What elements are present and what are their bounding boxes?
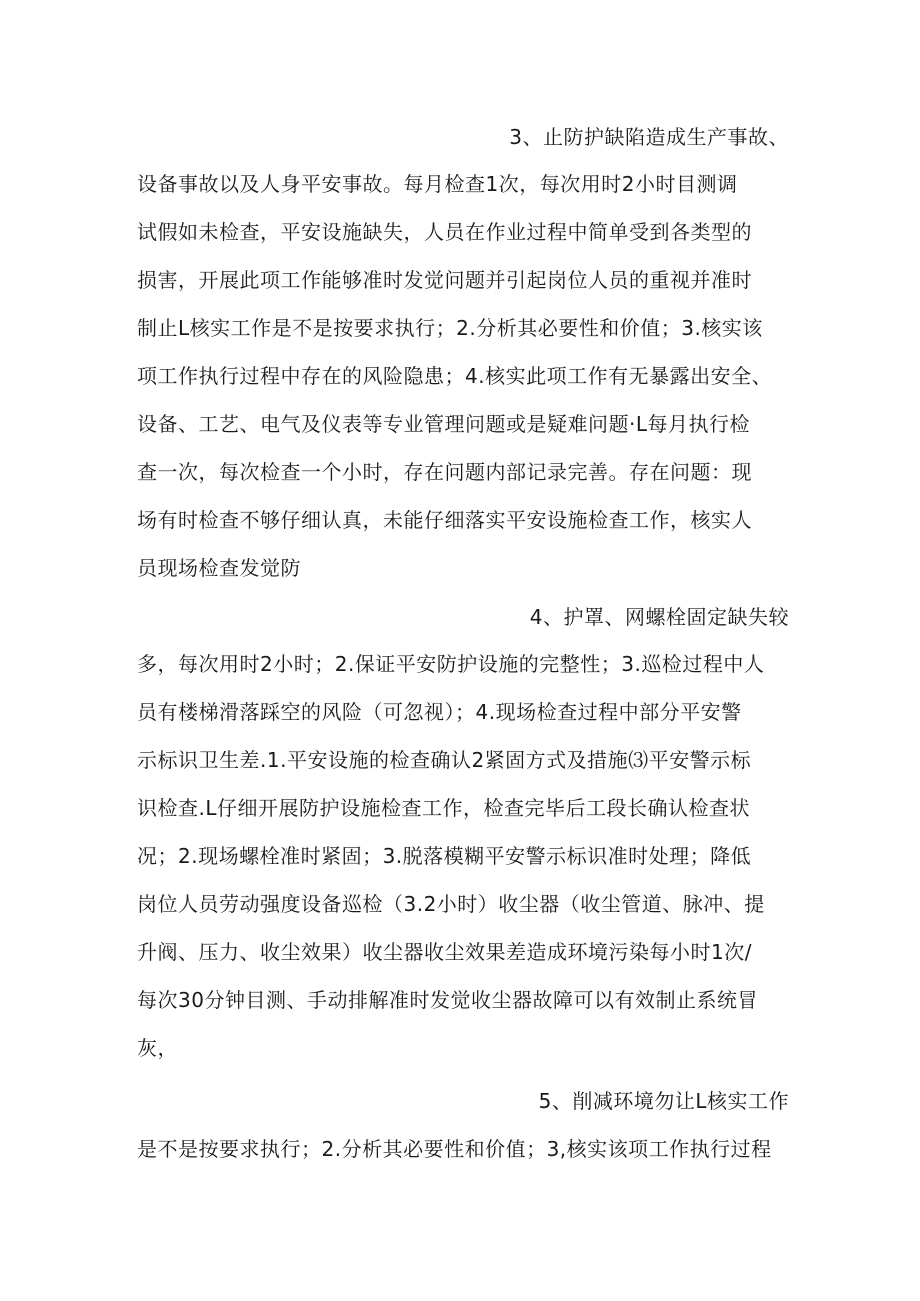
paragraph-line: 多，每次用时2小时；2.保证平安防护设施的完整性；3.巡检过程中人 bbox=[137, 652, 765, 676]
paragraph-line: 灰， bbox=[137, 1036, 178, 1060]
paragraph-line: 损害，开展此项工作能够准时发觉问题并引起岗位人员的重视并准时 bbox=[137, 268, 752, 292]
paragraph-line: 员现场检查发觉防 bbox=[137, 556, 301, 580]
paragraph-line: 岗位人员劳动强度设备巡检（3.2小时）收尘器（收尘管道、脉冲、提 bbox=[137, 892, 765, 916]
paragraph-line: 况；2.现场螺栓准时紧固；3.脱落模糊平安警示标识准时处理；降低 bbox=[137, 844, 752, 868]
paragraph-line: 设备事故以及人身平安事故。每月检查1次，每次用时2小时目测调 bbox=[137, 172, 738, 196]
section-3-heading: 3、止防护缺陷造成生产事故、 bbox=[509, 125, 789, 149]
section-5-heading: 5、削减环境勿让L核实工作 bbox=[538, 1089, 789, 1113]
paragraph-line: 每次30分钟目测、手动排解准时发觉收尘器故障可以有效制止系统冒 bbox=[137, 988, 758, 1012]
paragraph-line: 项工作执行过程中存在的风险隐患；4.核实此项工作有无暴露出安全、 bbox=[137, 364, 773, 388]
paragraph-line: 员有楼梯滑落踩空的风险（可忽视）；4.现场检查过程中部分平安警 bbox=[137, 700, 742, 724]
paragraph-line: 场有时检查不够仔细认真，未能仔细落实平安设施检查工作，核实人 bbox=[137, 508, 752, 532]
paragraph-line: 制止L核实工作是不是按要求执行；2.分析其必要性和价值；3.核实该 bbox=[137, 316, 763, 340]
paragraph-line: 试假如未检查，平安设施缺失，人员在作业过程中简单受到各类型的 bbox=[137, 220, 752, 244]
paragraph-line: 示标识卫生差.1.平安设施的检查确认2紧固方式及措施⑶平安警示标 bbox=[137, 748, 752, 772]
paragraph-line: 查一次，每次检查一个小时，存在问题内部记录完善。存在问题：现 bbox=[137, 460, 752, 484]
paragraph-line: 是不是按要求执行；2.分析其必要性和价值；3,核实该项工作执行过程 bbox=[137, 1137, 772, 1161]
paragraph-line: 升阀、压力、收尘效果）收尘器收尘效果差造成环境污染每小时1次/ bbox=[137, 940, 752, 964]
paragraph-line: 识检查.L仔细开展防护设施检查工作，检查完毕后工段长确认检查状 bbox=[137, 796, 750, 820]
section-4-heading: 4、护罩、网螺栓固定缺失较 bbox=[529, 605, 789, 629]
paragraph-line: 设备、工艺、电气及仪表等专业管理问题或是疑难问题·L每月执行检 bbox=[137, 412, 750, 436]
